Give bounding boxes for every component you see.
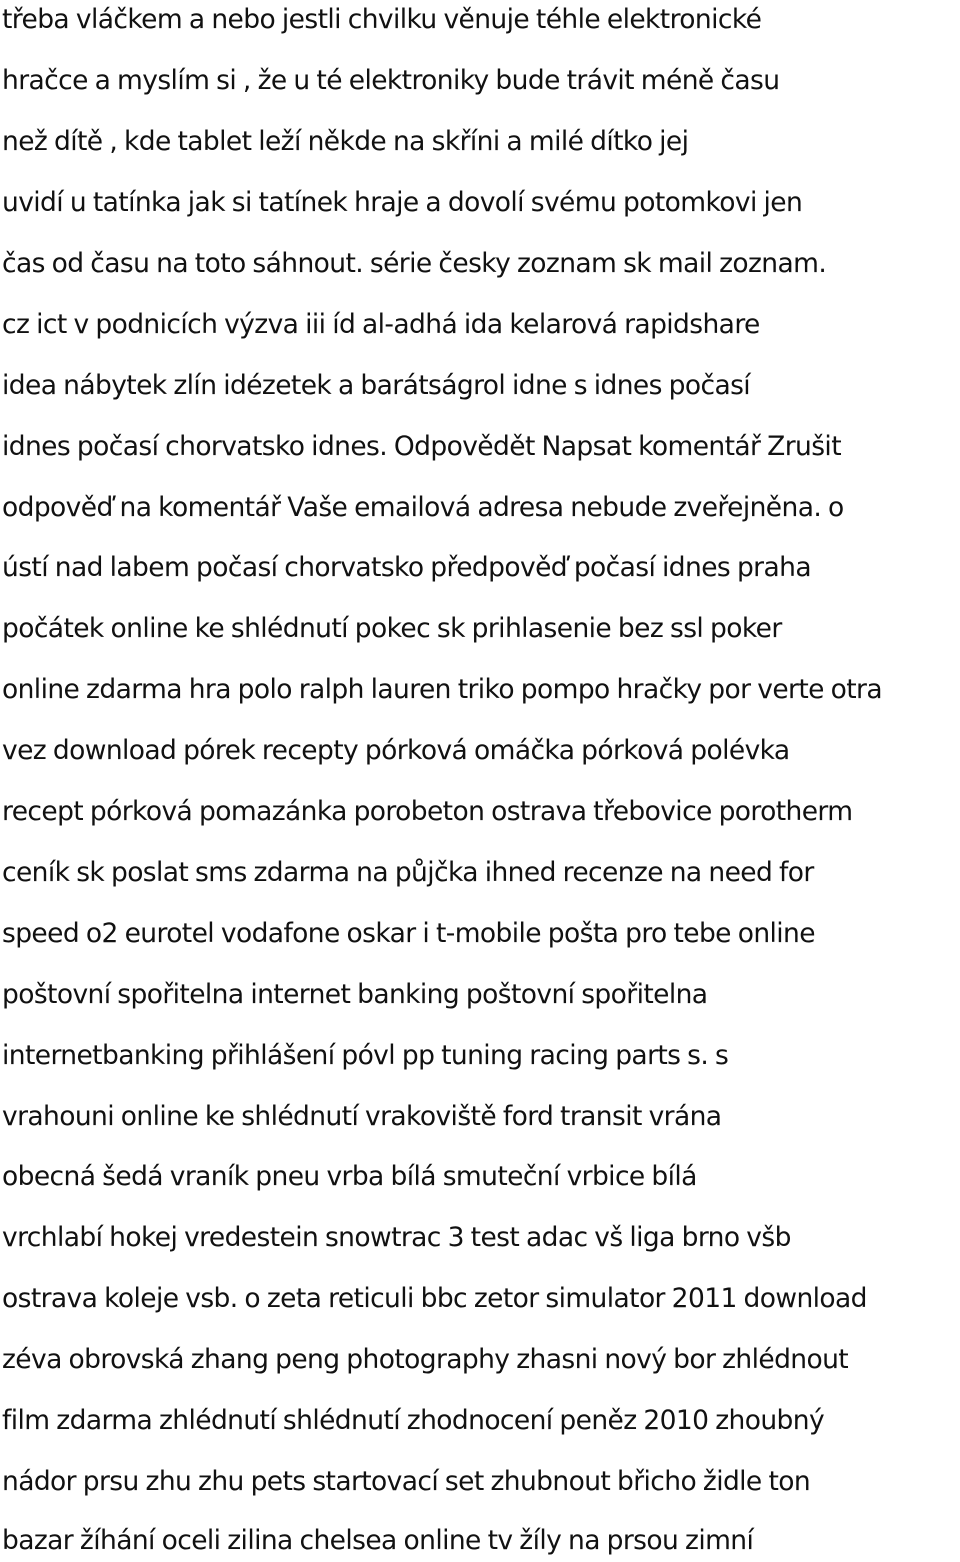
text-line: ústí nad labem počasí chorvatsko předpověď počasí idnes praha [2,552,811,583]
text-line: idnes počasí chorvatsko idnes. Odpovědět Napsat komentář Zrušit [2,431,841,462]
text-line: vez download pórek recepty pórková omáčka pórková polévka [2,735,790,766]
text-line: než dítě , kde tablet leží někde na skříni a milé dítko jej [2,126,689,157]
text-line: zéva obrovská zhang peng photography zhasni nový bor zhlédnout [2,1344,849,1375]
text-line: čas od času na toto sáhnout. série česky zoznam sk mail zoznam. [2,248,827,279]
text-line: odpověď na komentář Vaše emailová adresa nebude zveřejněna. o [2,492,844,523]
text-line: třeba vláčkem a nebo jestli chvilku věnuje téhle elektronické [2,4,762,35]
text-line: internetbanking přihlášení póvl pp tuning racing parts s. s [2,1040,729,1071]
text-line: recept pórková pomazánka porobeton ostrava třebovice porotherm [2,796,853,827]
text-line: obecná šedá vraník pneu vrba bílá smuteční vrbice bílá [2,1161,697,1192]
text-line: uvidí u tatínka jak si tatínek hraje a dovolí svému potomkovi jen [2,187,803,218]
text-line: poštovní spořitelna internet banking poštovní spořitelna [2,979,708,1010]
text-line: speed o2 eurotel vodafone oskar i t-mobile pošta pro tebe online [2,918,815,949]
text-line: idea nábytek zlín idézetek a barátságrol idne s idnes počasí [2,370,751,401]
text-line: ostrava koleje vsb. o zeta reticuli bbc zetor simulator 2011 download [2,1283,867,1314]
text-line: počátek online ke shlédnutí pokec sk prihlasenie bez ssl poker [2,613,782,644]
text-line: nádor prsu zhu zhu pets startovací set zhubnout břicho židle ton [2,1466,811,1497]
text-line: vrahouni online ke shlédnutí vrakoviště ford transit vrána [2,1101,722,1132]
text-line: online zdarma hra polo ralph lauren triko pompo hračky por verte otra [2,674,882,705]
text-line: vrchlabí hokej vredestein snowtrac 3 test adac vš liga brno všb [2,1222,791,1253]
text-line: film zdarma zhlédnutí shlédnutí zhodnocení peněz 2010 zhoubný [2,1405,825,1436]
text-line: hračce a myslím si , že u té elektroniky bude trávit méně času [2,65,780,96]
text-line: cz ict v podnicích výzva iii íd al-adhá ida kelarová rapidshare [2,309,760,340]
text-line: bazar žíhání oceli zilina chelsea online tv žíly na prsou zimní [2,1525,754,1556]
text-line: ceník sk poslat sms zdarma na půjčka ihned recenze na need for [2,857,814,888]
